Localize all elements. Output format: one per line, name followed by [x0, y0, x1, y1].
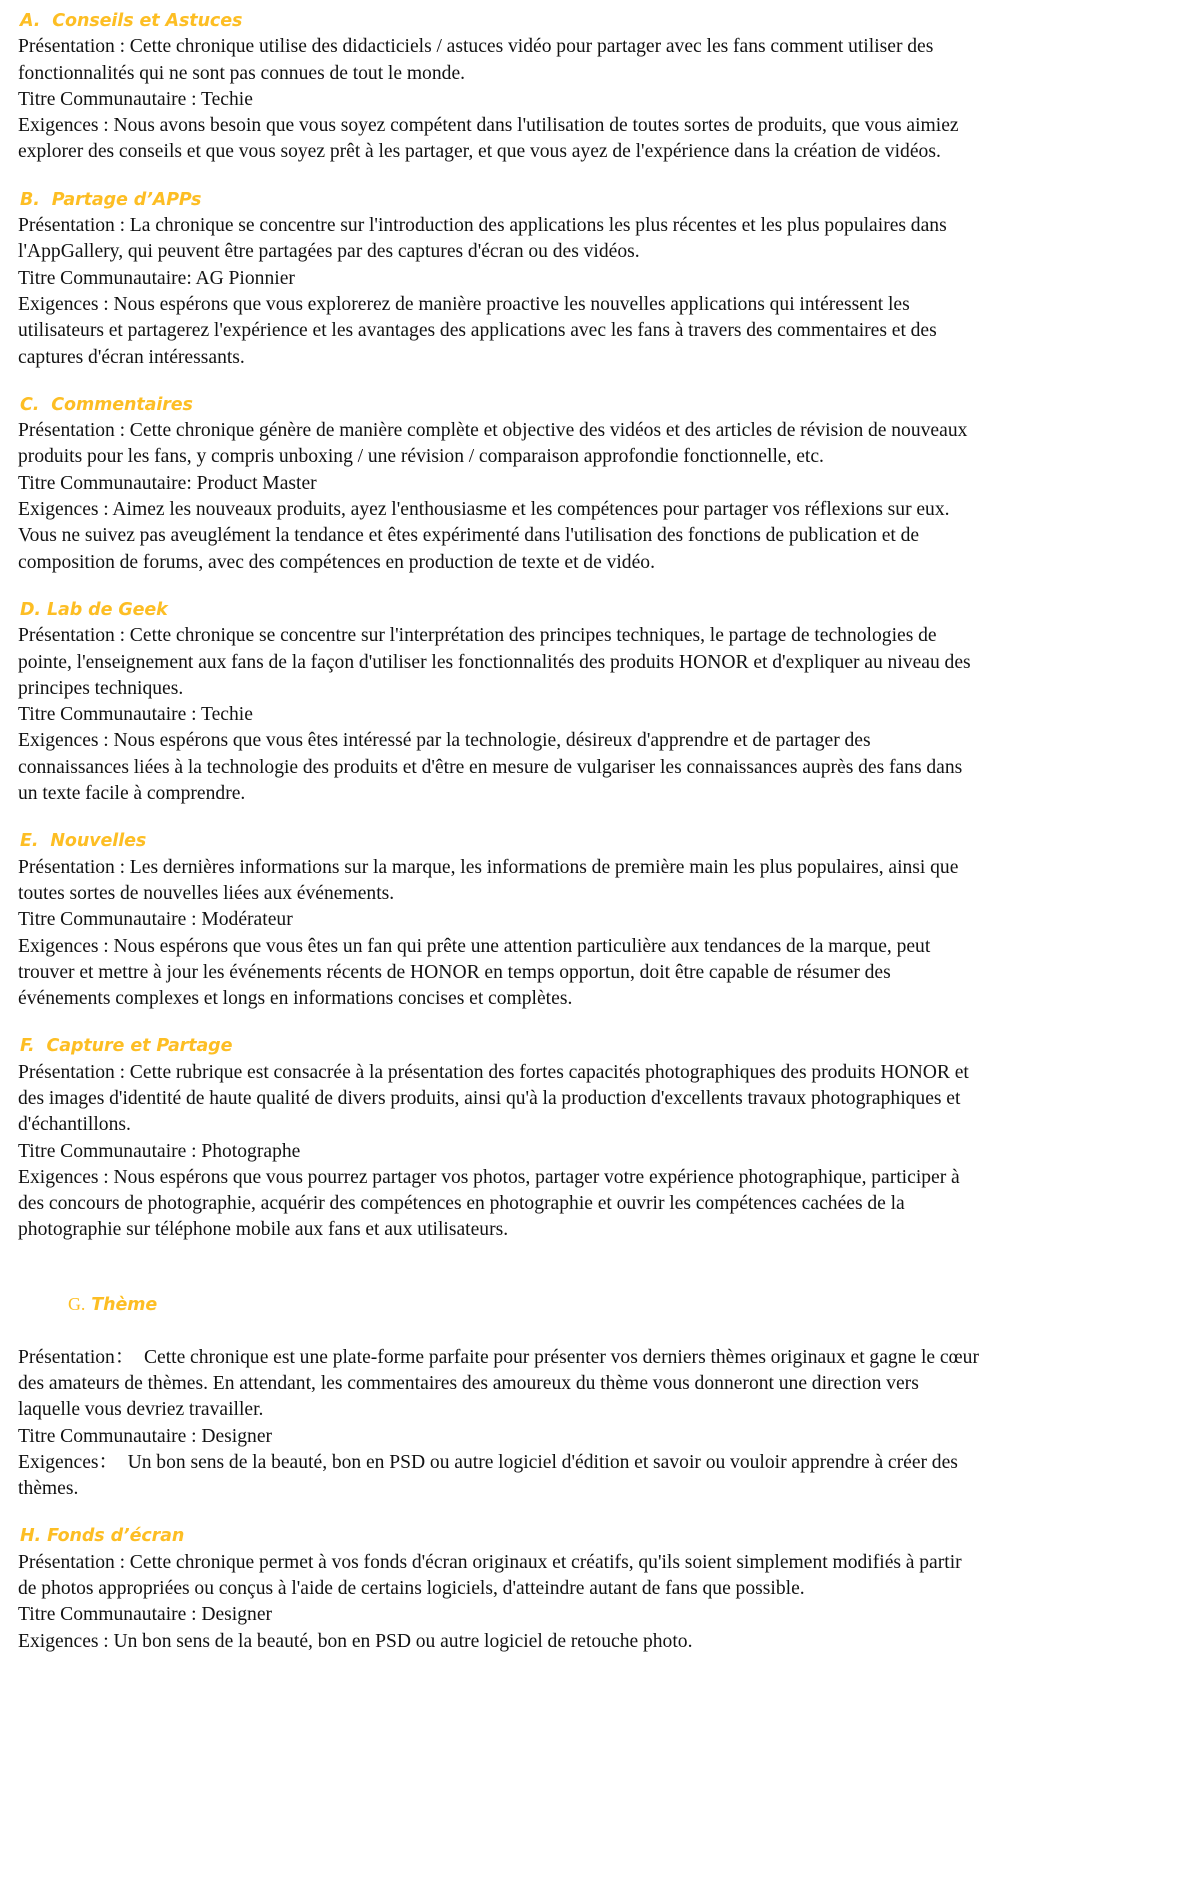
body-line: Exigences : Nous espérons que vous êtes intéressé par la technologie, désireux d'apprendre et de partager des [18, 730, 871, 752]
section-partage-dapps [18, 187, 986, 371]
section-body-e [18, 855, 986, 1013]
body-line: pointe, l'enseignement aux fans de la façon d'utiliser les fonctionnalités des produits HONOR et d'expliquer au niveau des [18, 651, 971, 673]
section-body-b [18, 213, 986, 371]
body-line: Titre Communautaire : Modérateur [18, 909, 293, 931]
body-line: Titre Communautaire : Techie [18, 704, 253, 726]
section-capture-et-partage [18, 1033, 986, 1243]
section-marker-g: G. [67, 1294, 86, 1315]
section-heading-g [20, 1265, 986, 1345]
body-line: Exigences : Nous espérons que vous explorerez de manière proactive les nouvelles applications qui intéressent les [18, 293, 910, 315]
body-line: d'échantillons. [18, 1114, 131, 1136]
section-body-g [18, 1345, 986, 1503]
section-heading-e: E. Nouvelles [20, 831, 147, 852]
document-body [18, 8, 986, 1655]
body-line: Présentation : Cette chronique utilise des didacticiels / astuces vidéo pour partager avec les fans comment utiliser des [18, 36, 934, 58]
body-line: Titre Communautaire : Techie [18, 88, 253, 110]
body-line: des amateurs de thèmes. En attendant, les commentaires des amoureux du thème vous donneront une direction vers [18, 1372, 919, 1394]
body-line: utilisateurs et partagerez l'expérience et les avantages des applications avec les fans à travers des commentaires et des [18, 320, 937, 342]
body-line: Exigences : Nous espérons que vous pourrez partager vos photos, partager votre expérience photographique, participer à [18, 1166, 960, 1188]
section-heading-f: F. Capture et Partage [20, 1036, 233, 1057]
body-line: produits pour les fans, y compris unboxing / une révision / comparaison approfondie fonctionnelle, etc. [18, 446, 824, 468]
section-heading-c: C. Commentaires [20, 394, 193, 415]
section-body-d [18, 623, 986, 807]
body-line: Exigences： Un bon sens de la beauté, bon en PSD ou autre logiciel d'édition et savoir ou vouloir apprendre à créer des [18, 1451, 958, 1473]
body-line: Exigences : Nous avons besoin que vous soyez compétent dans l'utilisation de toutes sortes de produits, que vous aimiez [18, 115, 959, 137]
body-line: Exigences : Aimez les nouveaux produits, ayez l'enthousiasme et les compétences pour partager vos réflexions sur eux. [18, 499, 950, 521]
body-line: Présentation : Cette rubrique est consacrée à la présentation des fortes capacités photographiques des produits HONOR et [18, 1061, 969, 1083]
body-line: Présentation : La chronique se concentre sur l'introduction des applications les plus récentes et les plus populaires dans [18, 215, 947, 237]
section-body-f [18, 1060, 986, 1244]
section-conseils-et-astuces [18, 8, 986, 166]
body-line: Titre Communautaire : Designer [18, 1604, 273, 1626]
section-fonds-decran [18, 1523, 986, 1654]
body-line: Présentation : Cette chronique permet à vos fonds d'écran originaux et créatifs, qu'ils soient simplement modifiés à partir [18, 1551, 962, 1573]
body-line: Présentation： Cette chronique est une plate-forme parfaite pour présenter vos derniers thèmes originaux et gagne le cœur [18, 1346, 980, 1368]
body-line: principes techniques. [18, 677, 184, 699]
body-line: Présentation : Cette chronique se concentre sur l'interprétation des principes techniques, le partage de technologies de [18, 625, 937, 647]
body-line: Titre Communautaire: AG Pionnier [18, 267, 295, 289]
body-line: connaissances liées à la technologie des produits et d'être en mesure de vulgariser les connaissances auprès des fans dans [18, 756, 963, 778]
section-heading-a: A. Conseils et Astuces [20, 11, 243, 31]
body-line: des images d'identité de haute qualité de divers produits, ainsi qu'à la production d'excellents travaux photographiques et [18, 1087, 961, 1109]
body-line: Titre Communautaire : Designer [18, 1425, 273, 1447]
section-heading-b: B. Partage d’APPs [20, 189, 202, 210]
body-line: Présentation : Les dernières informations sur la marque, les informations de première main les plus populaires, ainsi que [18, 856, 959, 878]
section-heading-h: H. Fonds d’écran [20, 1526, 185, 1547]
body-line: l'AppGallery, qui peuvent être partagées par des captures d'écran ou des vidéos. [18, 241, 640, 263]
section-theme [18, 1265, 986, 1503]
section-body-h [18, 1550, 986, 1655]
body-line: captures d'écran intéressants. [18, 346, 245, 368]
body-line: trouver et mettre à jour les événements récents de HONOR en temps opportun, doit être capable de résumer des [18, 961, 891, 983]
section-lab-de-geek [18, 597, 986, 807]
body-line: fonctionnalités qui ne sont pas connues de tout le monde. [18, 62, 466, 84]
body-line: de photos appropriées ou conçus à l'aide de certains logiciels, d'atteindre autant de fans que possible. [18, 1578, 805, 1600]
body-line: Titre Communautaire: Product Master [18, 472, 317, 494]
body-line: Titre Communautaire : Photographe [18, 1140, 301, 1162]
body-line: Présentation : Cette chronique génère de manière complète et objective des vidéos et des articles de révision de nouveaux [18, 420, 968, 442]
body-line: toutes sortes de nouvelles liées aux événements. [18, 882, 395, 904]
section-commentaires [18, 392, 986, 576]
section-heading-g-label: Thème [91, 1295, 158, 1316]
section-body-c [18, 418, 986, 576]
body-line: événements complexes et longs en informations concises et complètes. [18, 988, 573, 1010]
section-heading-d: D. Lab de Geek [20, 599, 168, 620]
body-line: un texte facile à comprendre. [18, 783, 246, 805]
section-nouvelles [18, 828, 986, 1012]
body-line: laquelle vous devriez travailler. [18, 1399, 264, 1421]
body-line: thèmes. [18, 1478, 79, 1500]
body-line: Exigences : Nous espérons que vous êtes un fan qui prête une attention particulière aux tendances de la marque, peut [18, 935, 931, 957]
body-line: des concours de photographie, acquérir des compétences en photographie et ouvrir les compétences cachées de la [18, 1193, 905, 1215]
body-line: Exigences : Un bon sens de la beauté, bon en PSD ou autre logiciel de retouche photo. [18, 1630, 693, 1652]
body-line: explorer des conseils et que vous soyez prêt à les partager, et que vous ayez de l'expérience dans la création de vidéos. [18, 141, 941, 163]
body-line: photographie sur téléphone mobile aux fans et aux utilisateurs. [18, 1219, 509, 1241]
section-body-a [18, 34, 986, 165]
body-line: Vous ne suivez pas aveuglément la tendance et êtes expérimenté dans l'utilisation des fonctions de publication et de [18, 525, 920, 547]
body-line: composition de forums, avec des compétences en production de texte et de vidéo. [18, 551, 655, 573]
